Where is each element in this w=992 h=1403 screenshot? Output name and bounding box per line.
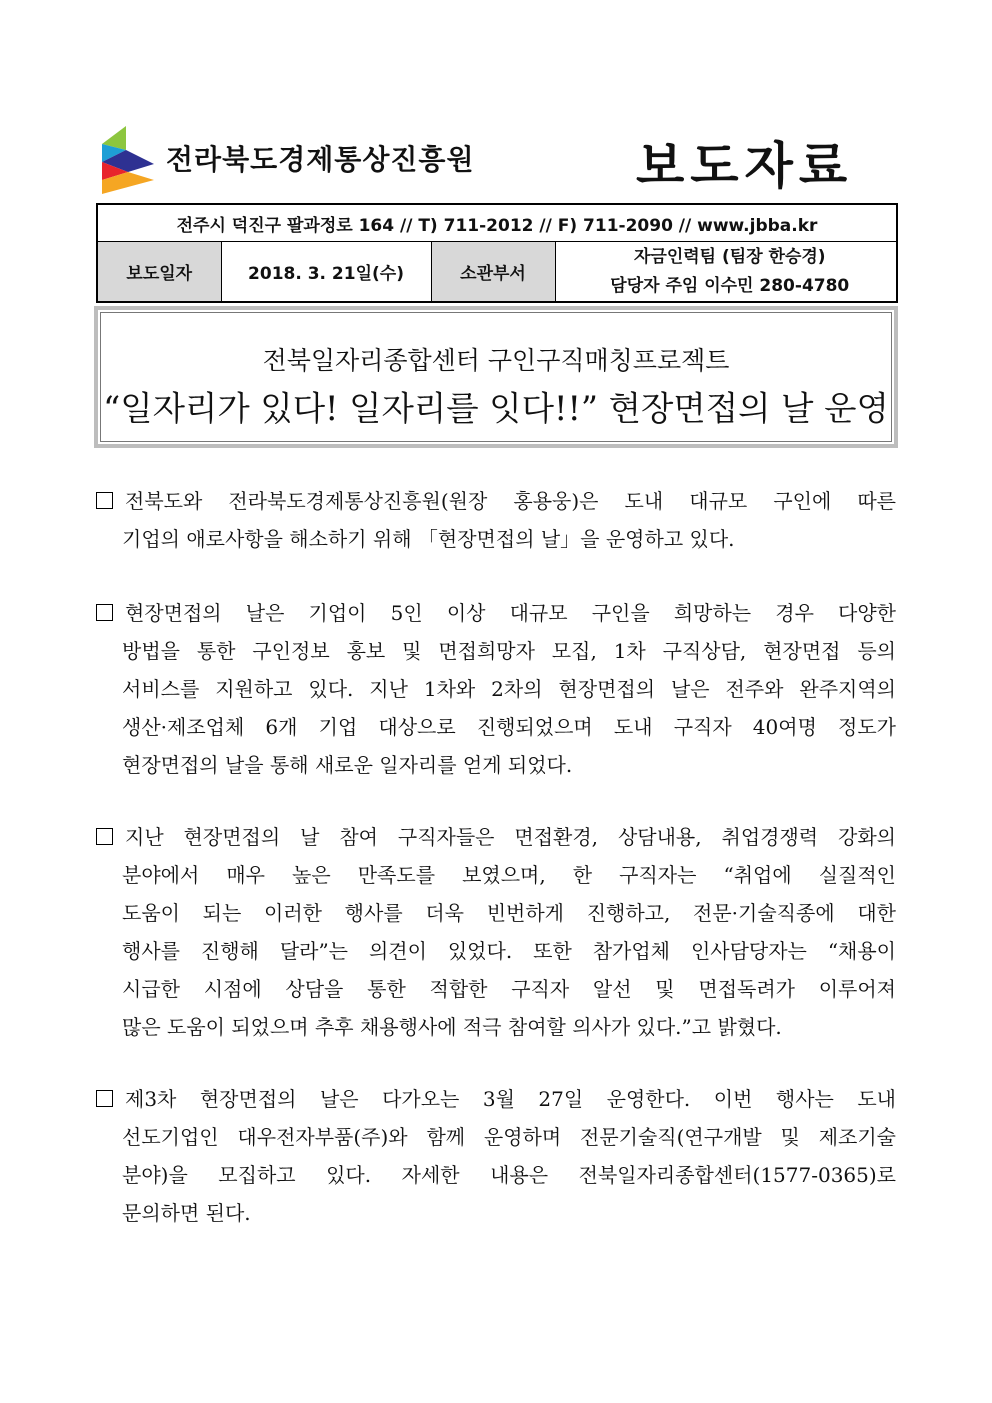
info-table <box>96 203 898 303</box>
para-line: 제3차 현장면접의 날은 다가오는 3월 27일 운영한다. 이번 행사는 도내 <box>96 1080 896 1118</box>
para-line: 서비스를 지원하고 있다. 지난 1차와 2차의 현장면접의 날은 전주와 완주지역의 <box>122 677 896 701</box>
release-date-label: 보도일자 <box>97 242 221 303</box>
checkbox-icon <box>96 492 113 509</box>
para-line: 현장면접의 날은 기업이 5인 이상 대규모 구인을 희망하는 경우 다양한 <box>96 594 896 632</box>
para-line: 선도기업인 대우전자부품(주)와 함께 운영하며 전문기술직(연구개발 및 제조기술 <box>122 1125 896 1149</box>
para-line: 행사를 진행해 달라”는 의견이 있었다. 또한 참가업체 인사담당자는 “채용이 <box>122 939 896 963</box>
para-line: 문의하면 된다. <box>122 1201 251 1225</box>
para-line: 도움이 되는 이러한 행사를 더욱 빈번하게 진행하고, 전문·기술직종에 대한 <box>122 901 896 925</box>
para-line: 시급한 시점에 상담을 통한 적합한 구직자 알선 및 면접독려가 이루어져 <box>122 977 896 1001</box>
para-line: 생산·제조업체 6개 기업 대상으로 진행되었으며 도내 구직자 40여명 정도가 <box>122 715 896 739</box>
para-line: 방법을 통한 구인정보 홍보 및 면접희망자 모집, 1차 구직상담, 현장면접 등의 <box>122 639 896 663</box>
para-line: 전북도와 전라북도경제통상진흥원(원장 홍용웅)은 도내 대규모 구인에 따른 <box>96 482 896 520</box>
jbba-logo-icon <box>98 124 158 196</box>
paragraph-4 <box>96 1080 896 1232</box>
para-line: 현장면접의 날을 통해 새로운 일자리를 얻게 되었다. <box>122 753 573 777</box>
address-row <box>97 204 897 242</box>
para-line: 분야에서 매우 높은 만족도를 보였으며, 한 구직자는 “취업에 실질적인 <box>122 863 896 887</box>
headline-box <box>94 306 898 448</box>
dept-contact: 담당자 주임 이수민 280-4780 <box>610 275 850 296</box>
checkbox-icon <box>96 828 113 845</box>
paragraph-1 <box>96 482 896 558</box>
org-name: 전라북도경제통상진흥원 <box>166 143 475 176</box>
para-line: 기업의 애로사항을 해소하기 위해 「현장면접의 날」을 운영하고 있다. <box>122 527 735 551</box>
para-line: 분야)을 모집하고 있다. 자세한 내용은 전북일자리종합센터(1577-0365)로 <box>122 1163 896 1187</box>
paragraph-3 <box>96 818 896 1046</box>
dept-team: 자금인력팀 (팀장 한승경) <box>633 246 826 267</box>
checkbox-icon <box>96 1090 113 1107</box>
headline-subtitle: 전북일자리종합센터 구인구직매칭프로젝트 <box>262 346 730 375</box>
checkbox-icon <box>96 604 113 621</box>
paragraph-2 <box>96 594 896 784</box>
dept-label: 소관부서 <box>431 242 555 303</box>
dept-info <box>555 242 897 303</box>
headline-title: “일자리가 있다! 일자리를 잇다!!” 현장면접의 날 운영 <box>103 389 889 428</box>
address-line: 전주시 덕진구 팔과정로 164 // T) 711-2012 // F) 711-2090 // www.jbba.kr <box>97 204 897 242</box>
release-date: 2018. 3. 21일(수) <box>221 242 431 303</box>
meta-row <box>97 242 897 303</box>
doc-title: 보도자료 <box>636 137 854 195</box>
para-line: 많은 도움이 되었으며 추후 채용행사에 적극 참여할 의사가 있다.”고 밝혔다. <box>122 1015 782 1039</box>
para-line: 지난 현장면접의 날 참여 구직자들은 면접환경, 상담내용, 취업경쟁력 강화의 <box>96 818 896 856</box>
